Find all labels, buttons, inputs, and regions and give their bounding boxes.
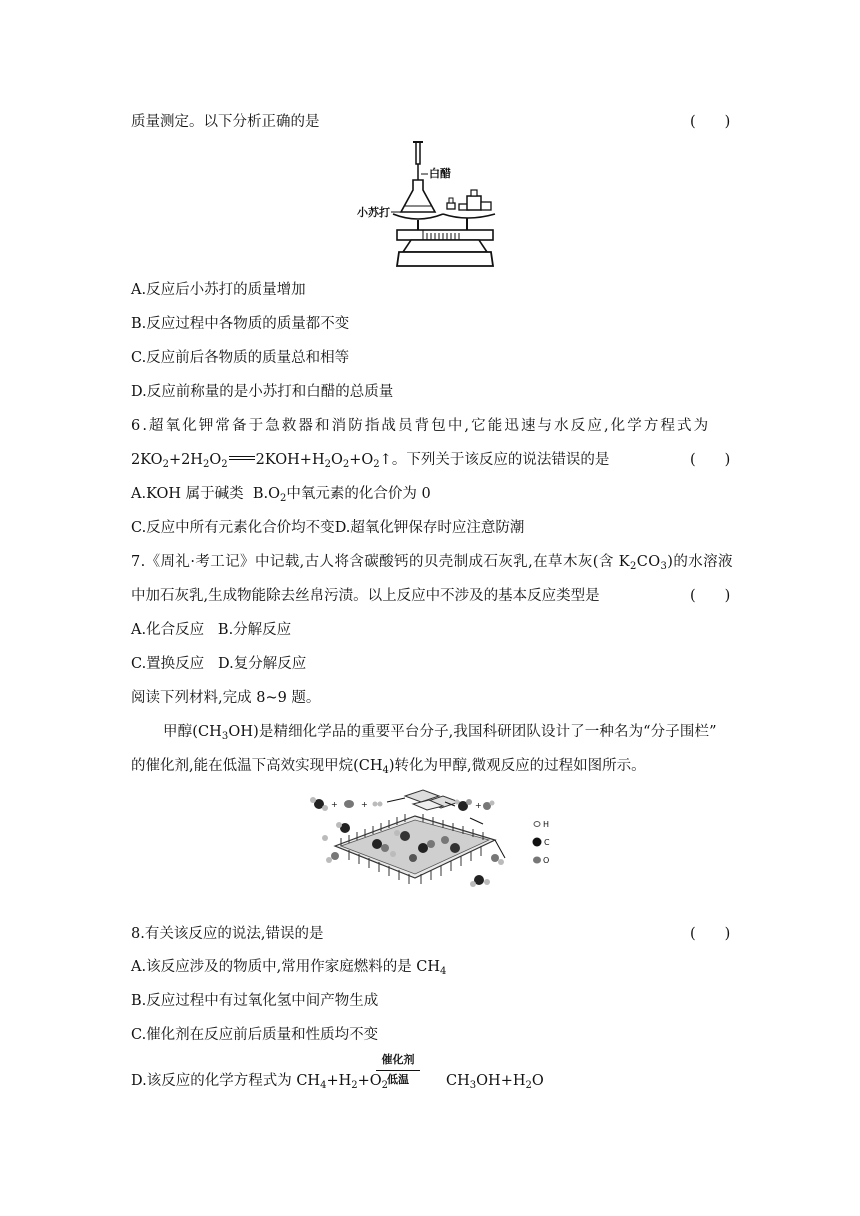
legend-h: H [543, 820, 550, 829]
molecular-fence-figure [305, 788, 565, 898]
q8-answer-paren: ( ) [690, 926, 731, 942]
q5-option-b: B.反应过程中各物质的质量都不变 [131, 316, 350, 332]
q6-option-c: C.反应中所有元素化合价均不变 [131, 520, 335, 536]
svg-text:+: + [331, 800, 338, 809]
reading-para-line2: 的催化剂,能在低温下高效实现甲烷$(CH_4)$转化为甲醇,微观反应的过程如图所示。 [131, 758, 646, 776]
q5-answer-paren: ( ) [690, 114, 731, 130]
q6-answer-paren: ( ) [690, 452, 731, 468]
condition-catalyst: 催化剂 [381, 1053, 415, 1066]
balance-figure [355, 140, 505, 272]
q7-options-cd [131, 654, 306, 674]
q5-option-d: D.反应前称量的是小苏打和白醋的总质量 [131, 384, 394, 400]
q8-option-c: C.催化剂在反应前后质量和性质均不变 [131, 1027, 379, 1043]
q5-option-a: A.反应后小苏打的质量增加 [131, 282, 306, 298]
q7-option-c: C.置换反应 [131, 656, 205, 672]
reading-para-line1: 甲醇$(CH_3OH)$是精细化学品的重要平台分子,我国科研团队设计了一种名为“分子围栏” [163, 724, 717, 742]
reading-intro: 阅读下列材料,完成 8~9 题。 [131, 690, 321, 706]
q8-option-b: B.反应过程中有过氧化氢中间产物生成 [131, 993, 379, 1009]
equals-sign [229, 456, 255, 460]
q7-options-ab [131, 620, 291, 640]
q6-option-a: A.KOH 属于碱类 [131, 486, 244, 502]
q7-answer-paren: ( ) [690, 588, 731, 604]
q5-stem: 质量测定。以下分析正确的是 [131, 114, 320, 130]
q7-option-d: D.复分解反应 [218, 656, 307, 672]
legend-o: O [543, 856, 550, 865]
svg-text:+: + [475, 801, 482, 810]
q6-options-ab [131, 484, 431, 504]
condition-temperature: 低温 [387, 1073, 409, 1086]
q6-option-d: D.超氧化钾保存时应注意防潮 [334, 520, 525, 536]
q6-stem-line2: 。下列关于该反应的说法错误的是 [391, 452, 610, 468]
q8-stem: 8.有关该反应的说法,错误的是 [131, 926, 324, 942]
q7-stem-line1: 7.《周礼·考工记》中记载,古人将含碳酸钙的贝壳制成石灰乳,在草木灰(含 $K_2CO_3$)的水溶液 [131, 554, 733, 572]
q6-option-b: $B.O_2$中氧元素的化合价为 0 [252, 486, 431, 504]
q8-option-d: D.该反应的化学方程式为 $CH_4+H_2+O_2$ $CH_3OH+H_2O$ [131, 1073, 544, 1091]
q6-stem-line1: 6.超氧化钾常备于急救器和消防指战员背包中,它能迅速与水反应,化学方程式为 [131, 418, 711, 434]
label-soda: 小苏打 [357, 206, 390, 219]
q7-option-a: A.化合反应 [131, 622, 205, 638]
svg-text:+: + [361, 800, 368, 809]
q5-option-c: C.反应前后各物质的质量总和相等 [131, 350, 350, 366]
legend-c: C [544, 838, 550, 847]
q6-equation: $2KO_2+2H_2O_2$ $2KOH+H_2O_2+O_2↑$。下列关于该反应的说法错误的是 [131, 452, 610, 470]
label-vinegar: 白醋 [429, 167, 451, 180]
q8-option-a: A.该反应涉及的物质中,常用作家庭燃料的是 $CH_4$ [131, 959, 447, 977]
q6-options-cd [131, 518, 524, 538]
q7-stem-line2: 中加石灰乳,生成物能除去丝帛污渍。以上反应中不涉及的基本反应类型是 [131, 588, 600, 604]
q7-option-b: B.分解反应 [217, 622, 292, 638]
